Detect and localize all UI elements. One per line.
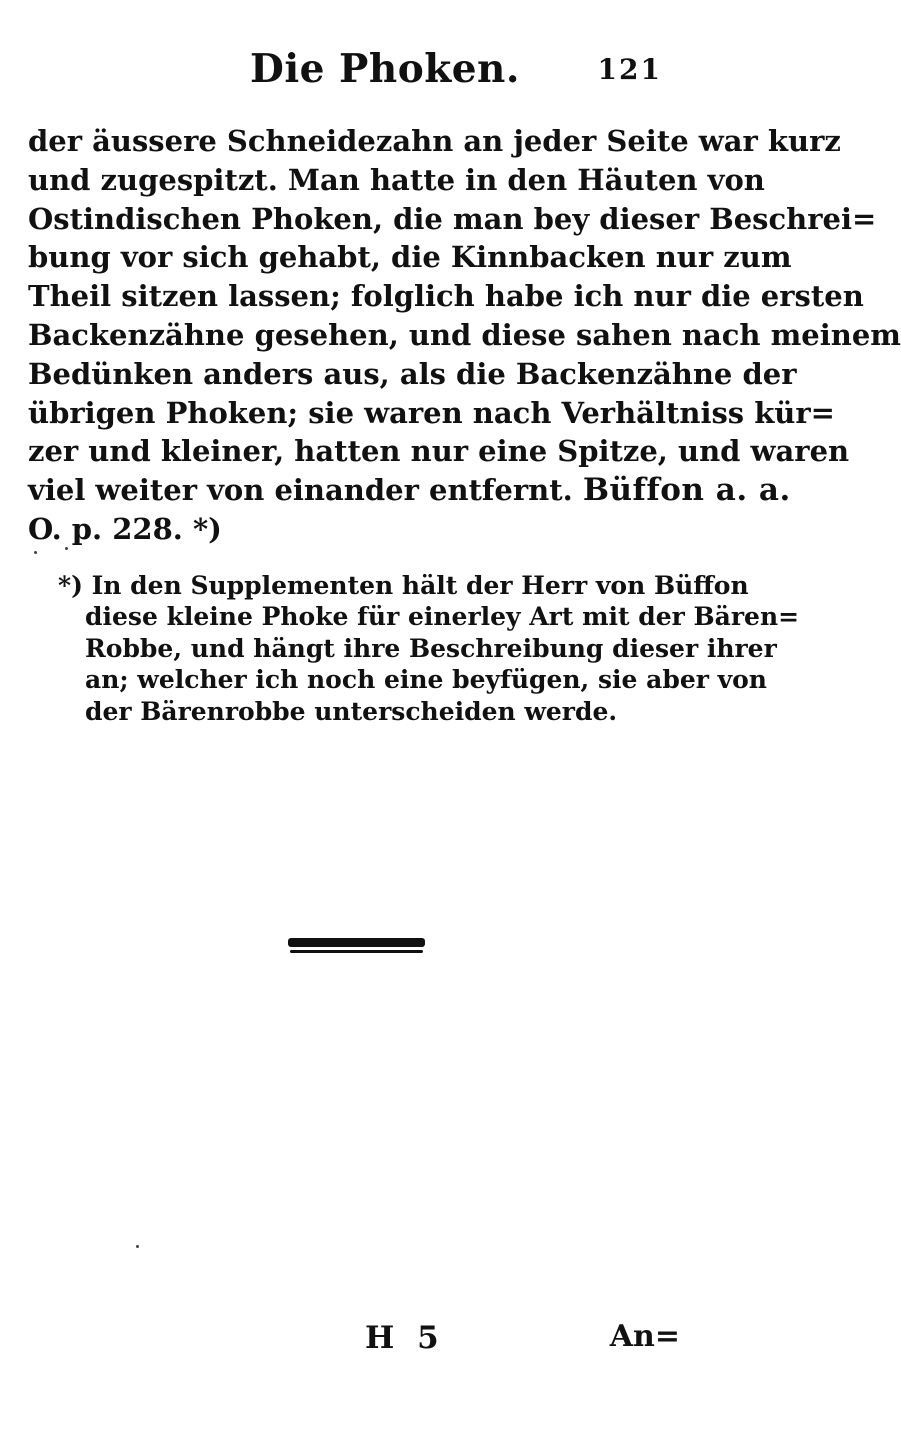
text-line: übrigen Phoken; sie waren nach Verhältniss kür= [28, 395, 835, 430]
footnote-line: an; welcher ich noch eine beyfügen, sie aber von [85, 665, 767, 695]
footnote-line: Robbe, und hängt ihre Beschreibung dieser ihrer [85, 633, 777, 663]
rule-bar-thick [288, 938, 425, 947]
text-line: Backenzähne gesehen, und diese sahen nach meinem [28, 317, 901, 352]
footnote-line: diese kleine Phoke für einerley Art mit der Bären= [85, 602, 800, 632]
main-text-block [28, 122, 901, 549]
text-line: Ostindischen Phoken, die man bey dieser Beschrei= [28, 201, 877, 236]
page-number: 121 [597, 53, 662, 86]
text-line: Bedünken anders aus, als die Backenzähne der [28, 356, 797, 391]
print-speck [34, 551, 37, 554]
footnote-line: der Bärenrobbe unterscheiden werde. [85, 696, 618, 726]
print-speck [136, 1245, 139, 1248]
ornamental-rule [288, 938, 425, 956]
text-line: zer und kleiner, hatten nur eine Spitze, und waren [28, 434, 850, 469]
footnote-block [58, 570, 800, 727]
text-line-with-reference [28, 471, 791, 510]
print-speck [65, 547, 68, 550]
page-title: Die Phoken. [250, 46, 520, 92]
signature-mark: H 5 [365, 1320, 445, 1356]
citation-line: O. p. 228. *) [28, 511, 222, 546]
text-line: der äussere Schneidezahn an jeder Seite war kurz [28, 124, 841, 158]
footnote-line: *) In den Supplementen hält der Herr von Büffon [58, 571, 749, 600]
citation-reference: Büffon a. a. [582, 472, 791, 509]
rule-bar-thin [290, 950, 423, 953]
text-line: Theil sitzen lassen; folglich habe ich nur die ersten [28, 279, 864, 314]
catchword: An= [609, 1319, 680, 1354]
text-line-end: viel weiter von einander entfernt. [28, 473, 573, 508]
text-line: und zugespitzt. Man hatte in den Häuten von [28, 162, 765, 197]
text-line: bung vor sich gehabt, die Kinnbacken nur zum [28, 240, 792, 275]
running-head [0, 38, 700, 98]
